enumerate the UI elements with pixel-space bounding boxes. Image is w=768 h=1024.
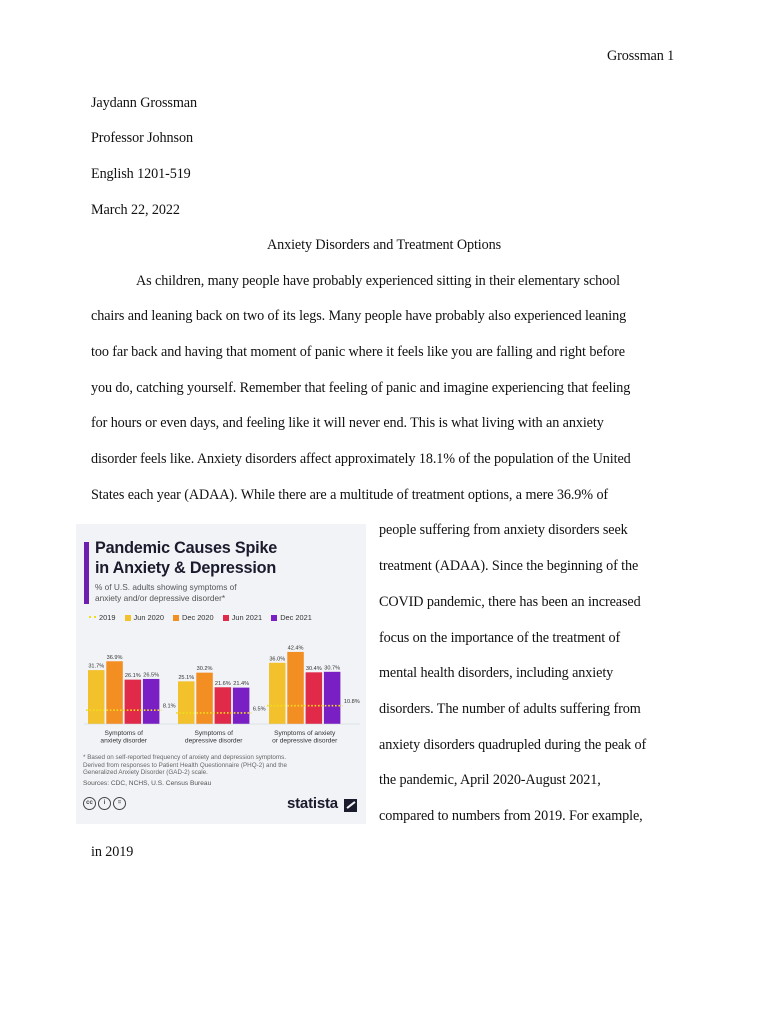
bar (143, 679, 160, 724)
bar (269, 663, 286, 724)
bar (324, 672, 341, 724)
legend-label: Jun 2020 (133, 613, 164, 622)
legend-label: Dec 2021 (280, 613, 312, 622)
bar-value-label: 25.1% (178, 674, 195, 681)
bar (125, 680, 142, 724)
category-label: depressive disorder (184, 737, 243, 745)
chart-subtitle-line: % of U.S. adults showing symptoms of (95, 582, 237, 592)
body-line: the pandemic, April 2020-August 2021, (379, 772, 601, 788)
essay-title: Anxiety Disorders and Treatment Options (266, 237, 502, 253)
category-label: Symptoms of anxiety (274, 730, 336, 737)
date: March 22, 2022 (91, 202, 180, 218)
bar (306, 672, 323, 724)
bar-value-label: 42.4% (287, 645, 304, 652)
body-line: you do, catching yourself. Remember that feeling of panic and imagine experiencing that feeling (91, 380, 631, 396)
bar (287, 652, 304, 724)
legend-label: Dec 2020 (182, 613, 214, 622)
footnote-line: Derived from responses to Patient Health Questionnaire (PHQ-2) and the (83, 761, 288, 769)
body-line: anxiety disorders quadrupled during the peak of (379, 737, 647, 753)
cc-icon: cc (83, 797, 96, 810)
body-line: mental health disorders, including anxiety (379, 665, 614, 681)
body-line: States each year (ADAA). While there are a multitude of treatment options, a mere 36.9% of (91, 487, 609, 503)
baseline-value-label: 6.5% (252, 706, 266, 713)
bar-value-label: 26.5% (143, 672, 160, 679)
bar-value-label: 30.2% (196, 666, 213, 673)
bar (233, 688, 250, 724)
body-line: for hours or even days, and feeling like it will never end. This is what living with an anxiety (91, 415, 604, 431)
bar (215, 687, 232, 724)
body-line: people suffering from anxiety disorders seek (379, 522, 628, 538)
body-line: As children, many people have probably experienced sitting in their elementary school (136, 273, 620, 289)
bar-value-label: 30.4% (305, 665, 322, 672)
bar-value-label: 36.0% (269, 656, 286, 663)
professor-name: Professor Johnson (91, 130, 193, 146)
baseline-value-label: 10.8% (343, 699, 360, 706)
chart-title-line: in Anxiety & Depression (95, 559, 277, 577)
chart-sources: Sources: CDC, NCHS, U.S. Census Bureau (83, 780, 212, 787)
baseline-value-label: 8.1% (162, 703, 176, 710)
creative-commons-icons (83, 797, 126, 810)
statista-chart-figure (76, 524, 366, 824)
legend-label: 2019 (99, 613, 116, 622)
bar (196, 673, 213, 724)
body-line: too far back and having that moment of panic where it feels like you are falling and right before (91, 344, 625, 360)
category-label: Symptoms of (104, 730, 143, 737)
body-line: disorder feels like. Anxiety disorders affect approximately 18.1% of the population of the United (91, 451, 631, 467)
body-line: treatment (ADAA). Since the beginning of the (379, 558, 639, 574)
category-label: or depressive disorder (272, 737, 338, 745)
running-head: Grossman 1 (607, 48, 675, 64)
bar-value-label: 31.7% (88, 663, 105, 670)
attribution-icon: i (98, 797, 111, 810)
category-label: Symptoms of (194, 730, 233, 737)
body-line: compared to numbers from 2019. For example, (379, 808, 643, 824)
bar-value-label: 30.7% (324, 665, 341, 672)
legend-label: Jun 2021 (231, 613, 263, 622)
statista-logo-icon (344, 799, 357, 812)
body-line: focus on the importance of the treatment of (379, 630, 621, 646)
category-label: anxiety disorder (100, 737, 147, 745)
body-line: disorders. The number of adults suffering from (379, 701, 641, 717)
statista-logo: statista (287, 795, 338, 812)
chart-footnote (83, 754, 287, 777)
bar (106, 661, 123, 724)
bar-value-label: 21.4% (233, 681, 250, 688)
bar-value-label: 26.1% (124, 673, 141, 680)
bar-value-label: 36.9% (106, 654, 123, 661)
bar-value-label: 21.6% (214, 680, 231, 687)
author-name: Jaydann Grossman (91, 95, 197, 111)
footnote-line: * Based on self-reported frequency of anxiety and depression symptoms. (83, 754, 287, 761)
bar (178, 681, 195, 724)
bar-chart (76, 524, 366, 824)
chart-title-line: Pandemic Causes Spike (95, 539, 278, 557)
bar (88, 670, 105, 724)
body-line: COVID pandemic, there has been an increased (379, 594, 641, 610)
no-derivatives-icon: = (113, 797, 126, 810)
footnote-line: Generalized Anxiety Disorder (GAD-2) scale. (83, 769, 208, 777)
body-line: in 2019 (91, 844, 134, 860)
chart-subtitle-line: anxiety and/or depressive disorder* (95, 592, 226, 603)
body-line: chairs and leaning back on two of its legs. Many people have probably also experienced leaning (91, 308, 627, 324)
course-name: English 1201-519 (91, 166, 191, 182)
